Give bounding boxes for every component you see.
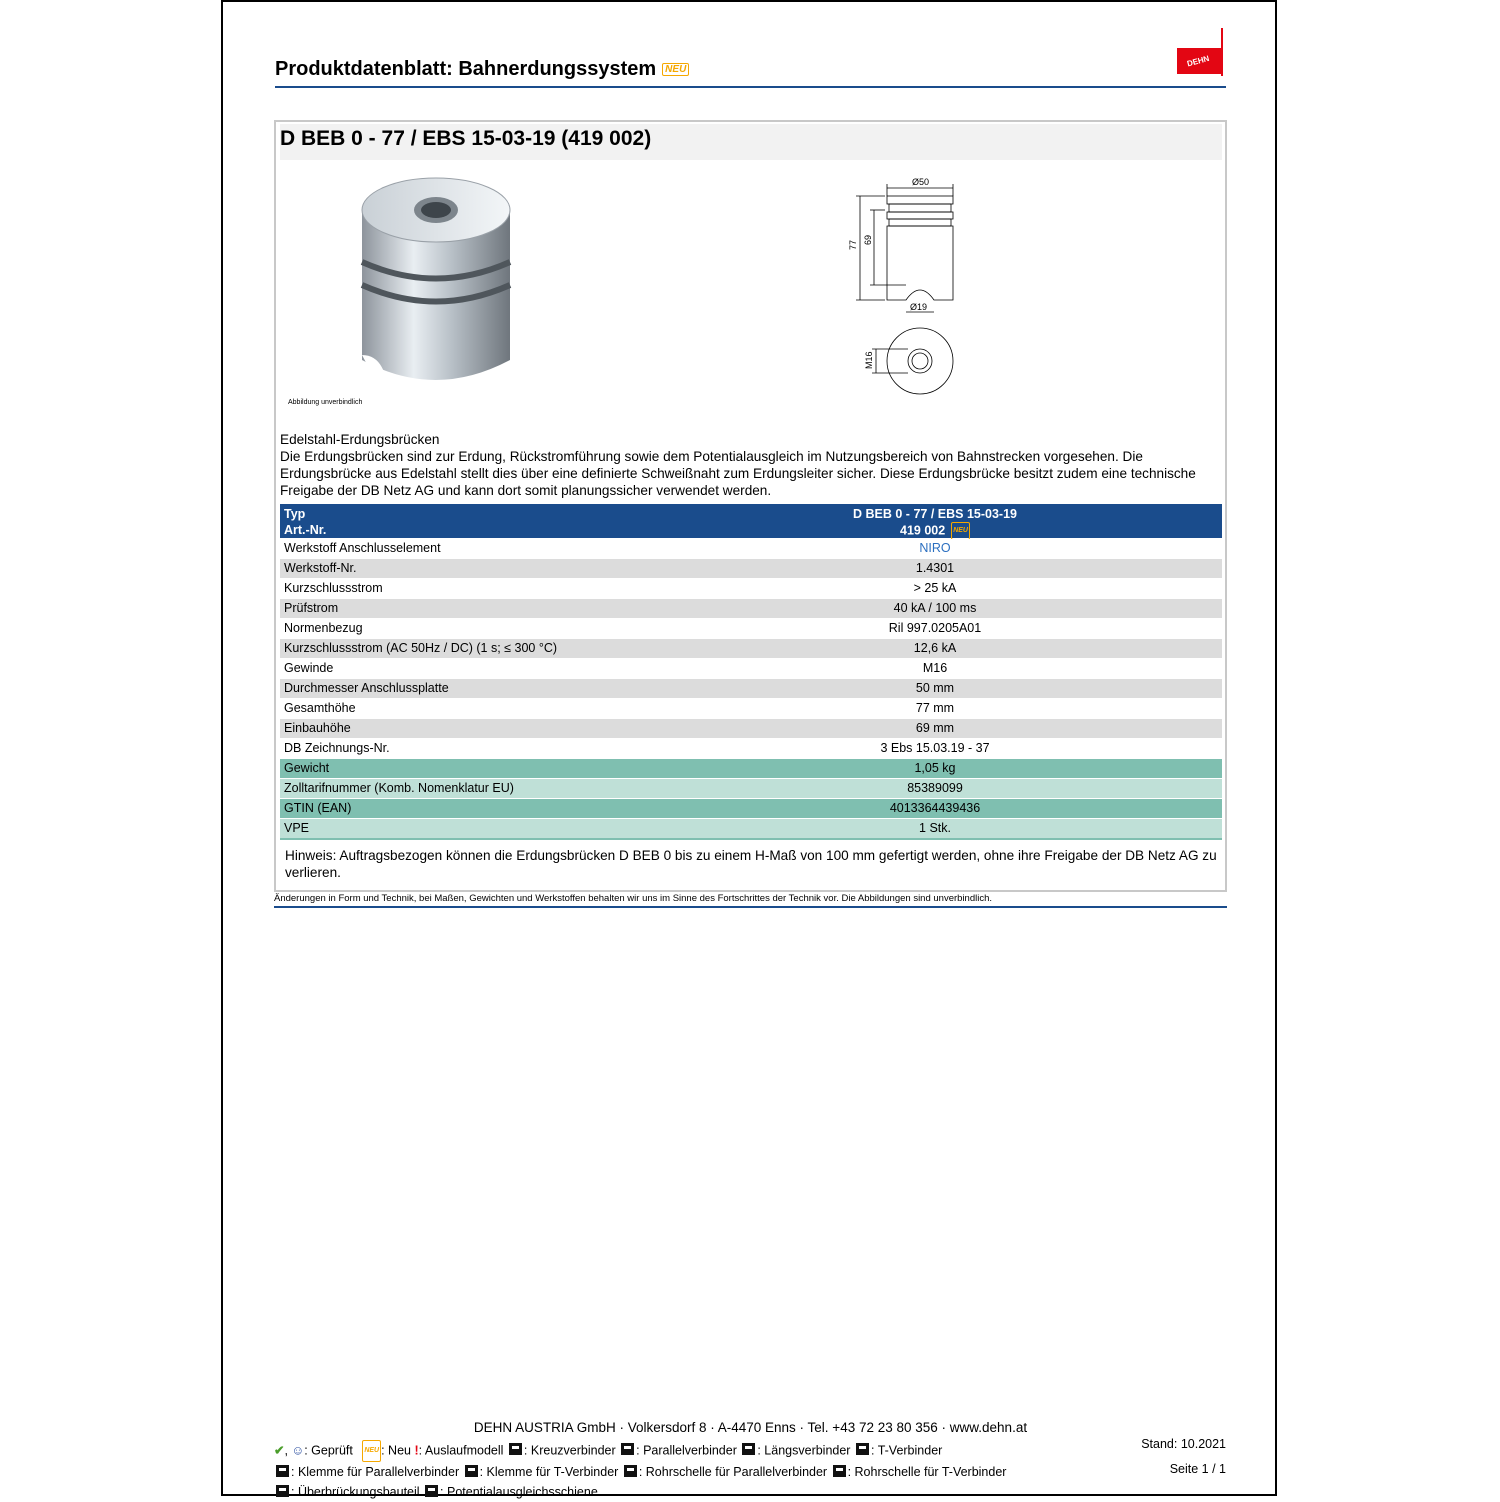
new-icon: NEU — [362, 1440, 381, 1462]
new-badge-small: NEU — [951, 522, 970, 540]
description-text: Die Erdungsbrücken sind zur Erdung, Rückstromführung sowie dem Potentialausgleich im Nutzungsbereich von Bahnstrecken vorgesehen. Die Erdungsbrücke aus Edelstahl stellt dies über eine definierte Schweißnaht zum Erdungsleiter sicher. Diese Erdungsbrücke besitzt zudem eine technische Freigabe der DB Netz AG und kann dort somit planungssicher verwendet werden. — [280, 449, 1196, 498]
svg-text:DEHN: DEHN — [1186, 53, 1211, 69]
clamp-t-icon — [465, 1465, 478, 1477]
product-photo — [350, 170, 520, 395]
stand-date: Stand: 10.2021 — [1141, 1437, 1226, 1451]
disclaimer: Änderungen in Form und Technik, bei Maßen, Gewichten und Werkstoffen behalten wir uns im Sinne des Fortschrittes der Technik vor. Die Abbildungen sind unverbindlich. — [274, 893, 993, 904]
dim-bottom-diameter: Ø19 — [910, 302, 928, 312]
check-icon: ✔ — [274, 1443, 285, 1458]
spec-table — [280, 504, 1222, 840]
description — [280, 431, 1215, 499]
table-header — [280, 504, 1222, 538]
table-row: Normenbezug Ril 997.0205A01 — [280, 619, 1222, 638]
parallel-connector-icon — [621, 1443, 634, 1455]
dim-install-height: 69 — [863, 234, 873, 245]
page-number: Seite 1 / 1 — [1169, 1462, 1226, 1476]
table-row: Werkstoff-Nr. 1.4301 — [280, 559, 1222, 578]
table-row: Durchmesser Anschlussplatte 50 mm — [280, 679, 1222, 698]
clamp-parallel-icon — [276, 1465, 289, 1477]
table-row: Einbauhöhe 69 mm — [280, 719, 1222, 738]
footer-divider — [274, 906, 1227, 908]
table-row: Gesamthöhe 77 mm — [280, 699, 1222, 718]
discontinued-icon: ! — [414, 1443, 419, 1458]
header-label-artnr: Art.-Nr. — [284, 523, 327, 537]
table-row: DB Zeichnungs-Nr. 3 Ebs 15.03.19 - 37 — [280, 739, 1222, 758]
image-note: Abbildung unverbindlich — [288, 399, 363, 406]
table-row: Kurzschlussstrom > 25 kA — [280, 579, 1222, 598]
t-connector-icon — [856, 1443, 869, 1455]
header-value-artnr: 419 002 — [900, 523, 946, 538]
table-row: VPE 1 Stk. — [280, 819, 1222, 838]
table-row: Gewinde M16 — [280, 659, 1222, 678]
table-row: Zolltarifnummer (Komb. Nomenklatur EU) 85389099 — [280, 779, 1222, 798]
pipe-clamp-t-icon — [833, 1465, 846, 1477]
cross-connector-icon — [509, 1443, 522, 1455]
product-title: D BEB 0 - 77 / EBS 15-03-19 (419 002) — [280, 124, 1222, 160]
header-divider — [275, 86, 1226, 88]
dim-top-diameter: Ø50 — [912, 177, 930, 187]
dehn-logo — [1177, 28, 1225, 78]
table-row: Werkstoff Anschlusselement NIRO — [280, 539, 1222, 558]
hint-text: Hinweis: Auftragsbezogen können die Erdungsbrücken D BEB 0 bis zu einem H-Maß von 100 mm gefertigt werden, ohne ihre Freigabe der DB Netz AG zu verlieren. — [285, 848, 1217, 880]
header-value-typ: D BEB 0 - 77 / EBS 15-03-19 — [853, 507, 1017, 521]
dim-thread: M16 — [864, 351, 874, 369]
header-label-typ: Typ — [284, 507, 306, 521]
bridging-component-icon — [276, 1485, 289, 1497]
table-row: Kurzschlussstrom (AC 50Hz / DC) (1 s; ≤ 300 °C) 12,6 kA — [280, 639, 1222, 658]
new-badge: NEU — [662, 63, 689, 76]
description-title: Edelstahl-Erdungsbrücken — [280, 432, 440, 447]
table-row: GTIN (EAN) 4013364439436 — [280, 799, 1222, 818]
table-row: Prüfstrom 40 kA / 100 ms — [280, 599, 1222, 618]
technical-drawing — [840, 170, 970, 400]
table-bottom-line — [280, 838, 1222, 840]
table-row: Gewicht 1,05 kg — [280, 759, 1222, 778]
longitudinal-connector-icon — [742, 1443, 755, 1455]
page-title: Produktdatenblatt: Bahnerdungssystem NEU — [275, 58, 689, 81]
equipotential-bar-icon — [425, 1485, 438, 1497]
symbol-legend: ✔, ☺: Geprüft NEU : Neu !: Auslaufmodell : Kreuzverbinder : Parallelverbinder : Längsverbinder : T-Verbinder : Klemme für Parallelverbinder : Klemme für T-Verbinder : Rohrschelle für Parallelverbinder : Rohrschelle für T-Verbinder : Überbrückungsbauteil : Potentialausgleichsschiene — [274, 1440, 1034, 1502]
pipe-clamp-parallel-icon — [624, 1465, 637, 1477]
inspected-icon: ☺ — [291, 1443, 305, 1458]
company-info: DEHN AUSTRIA GmbH · Volkersdorf 8 · A-4470 Enns · Tel. +43 72 23 80 356 · www.dehn.at — [473, 1420, 1028, 1435]
dim-total-height: 77 — [848, 239, 858, 250]
